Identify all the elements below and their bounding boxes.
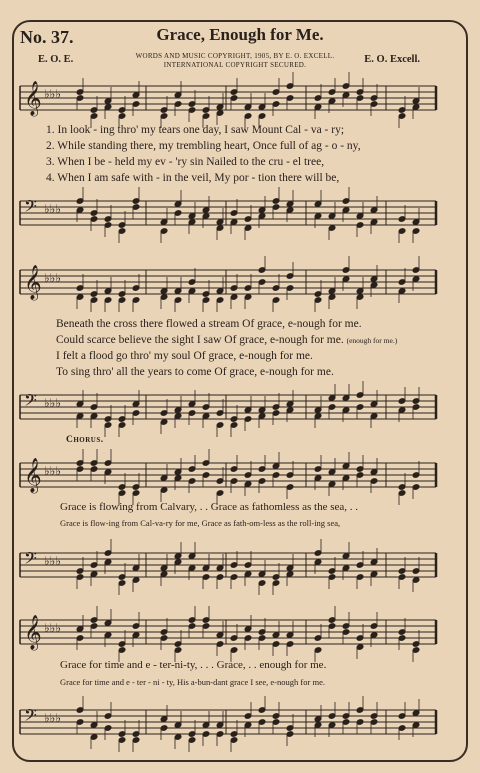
key-signature-icon: ♭♭♭ <box>44 621 61 635</box>
verse-2-line-1: 2. While standing there, my trembling heart, Once full of ag - o - ny, <box>46 140 361 152</box>
chorus-line-2-main: Grace for time and e - ter-ni-ty, . . . Grace, . . enough for me. <box>60 659 327 671</box>
chorus-line-2-sub: Grace for time and e - ter - ni - ty, His a-bun-dant grace I see, e-nough for me. <box>60 677 325 687</box>
bass-clef-icon: 𝄢 <box>24 705 37 729</box>
treble-staff-3 <box>16 455 440 495</box>
key-signature-icon: ♭♭♭ <box>44 711 61 725</box>
chorus-line-1-sub: Grace is flow-ing from Cal-va-ry for me, Grace as fath-om-less as the roll-ing sea, <box>60 518 341 528</box>
bass-clef-icon: 𝄢 <box>24 196 37 220</box>
chorus-line-1-main: Grace is flowing from Calvary, . . Grace as fathomless as the sea, . . <box>60 501 359 513</box>
key-signature-icon: ♭♭♭ <box>44 396 61 410</box>
verse-3-line-1: 3. When I be - held my ev - 'ry sin Nailed to the cru - el tree, <box>46 156 325 168</box>
words-author: E. O. E. <box>38 54 74 65</box>
treble-staff-2 <box>16 262 440 302</box>
bass-staff-1 <box>16 193 440 233</box>
bass-staff-2 <box>16 387 440 427</box>
verse-4-line-1: 4. When I am safe with - in the veil, My por - tion there will be, <box>46 172 340 184</box>
hymn-title: Grace, Enough for Me. <box>156 25 324 44</box>
bass-clef-icon: 𝄢 <box>24 548 37 572</box>
verse-3-line-2: I felt a flood go thro' my soul Of grace, e-nough for me. <box>56 350 313 362</box>
treble-staff-1 <box>16 78 440 118</box>
treble-clef-icon: 𝄞 <box>24 458 42 493</box>
chorus-label: Chorus. <box>66 435 104 445</box>
verse-2-echo-note: (enough for me.) <box>346 336 398 345</box>
copyright-line-2: INTERNATIONAL COPYRIGHT SECURED. <box>163 61 307 69</box>
key-signature-icon: ♭♭♭ <box>44 271 61 285</box>
copyright-notice <box>110 52 360 70</box>
treble-clef-icon: 𝄞 <box>24 265 42 300</box>
key-signature-icon: ♭♭♭ <box>44 202 61 216</box>
verse-2-line-2-text: Could scarce believe the sight I saw Of grace, e-nough for me. <box>56 334 344 346</box>
key-signature-icon: ♭♭♭ <box>44 87 61 101</box>
hymn-number: No. 37. <box>20 27 74 47</box>
treble-clef-icon: 𝄞 <box>24 81 42 116</box>
music-composer: E. O. Excell. <box>364 54 420 65</box>
verse-2-line-2 <box>56 334 446 346</box>
treble-clef-icon: 𝄞 <box>24 615 42 650</box>
verse-1-line-2: Beneath the cross there flowed a stream Of grace, e-nough for me. <box>56 318 362 330</box>
copyright-line-1: WORDS AND MUSIC COPYRIGHT, 1905, BY E. O. EXCELL. <box>135 52 335 60</box>
bass-staff-3 <box>16 545 440 585</box>
bass-staff-4 <box>16 702 440 742</box>
verse-1-line-1: 1. In look - ing thro' my tears one day, I saw Mount Cal - va - ry; <box>46 124 345 136</box>
bass-clef-icon: 𝄢 <box>24 390 37 414</box>
key-signature-icon: ♭♭♭ <box>44 464 61 478</box>
treble-staff-4 <box>16 612 440 652</box>
verse-4-line-2: To sing thro' all the years to come Of grace, e-nough for me. <box>56 366 334 378</box>
key-signature-icon: ♭♭♭ <box>44 554 61 568</box>
